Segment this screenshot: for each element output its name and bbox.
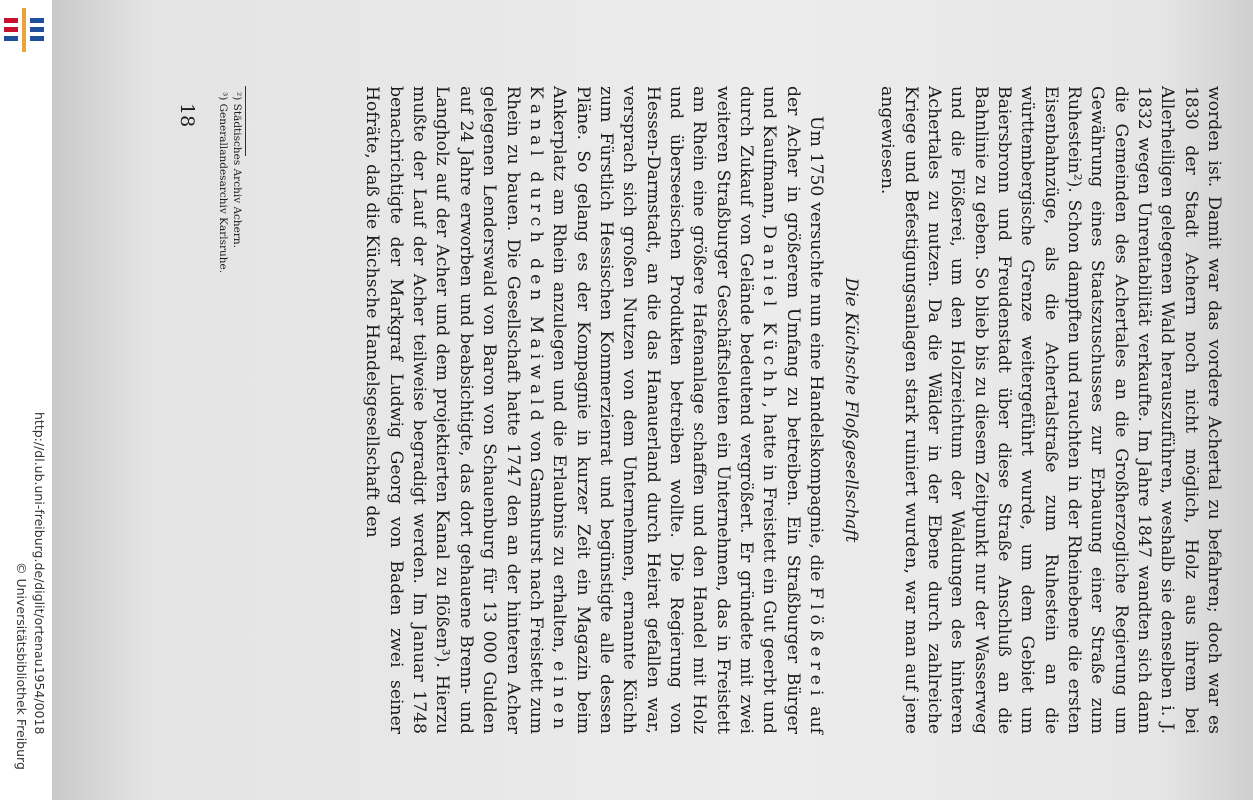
copyright-notice: © Universitätsbibliothek Freiburg — [14, 562, 29, 770]
paragraph-main — [360, 86, 827, 734]
section-heading: Die Küchsche Floßgesellschaft — [841, 277, 861, 543]
sidebar — [0, 0, 52, 800]
paragraph-text: auf der Acher in größerem Umfang zu betreiben. Ein Straßburger Bürger und Kaufmann, — [759, 86, 826, 734]
paragraph-continuation: worden ist. Damit war das vordere Achertal zu befahren; doch war es 1830 der Stadt Achern noch nicht möglich, Holz aus ihrem bei Allerheiligen gelegenen Wald herauszuführen, weshalb sie denselben i. J. 1832 wegen Unrentabilität verkaufte. Im Jahre 1847 wandten sich dann die Gemeinden des Achertales an die Großherzogliche Regierung um Gewährung eines Staatszuschusses zur Erbauung einer Straße zum Ruhestein²). Schon dampften und rauchten in der Rheinebene die ersten Eisenbahnzüge, als die Achertalstraße zum Ruhestein an die württembergische Grenze weitergeführt wurde, um dem Gebiet um Baiersbronn und Freudenstadt über diese Straße Anschluß an die Bahnlinie zu geben. So blieb bis zu diesem Zeitpunkt nur der Wasserweg und die Flößerei, um den Holzreichtum der Waldungen des hinteren Achertales zu nutzen. Da die Wälder in der Ebene durch zahlreiche Kriege und Befestigungsanlagen stark ruiniert wurden, war man auf jene angewiesen. — [877, 86, 1224, 734]
emphasis-kanal: einen Kanal durch den Maiwald — [525, 86, 570, 734]
footnote-2: ³) Generallandesarchiv Karlsruhe. — [217, 92, 229, 274]
credit-block — [0, 0, 52, 800]
source-url[interactable]: http://dl.ub.uni-freiburg.de/diglit/ortenau1954/0018 — [32, 412, 47, 735]
footnote-1: ²) Städtisches Archiv Achern. — [231, 92, 243, 249]
paragraph-text: Um 1750 versuchte nun eine Handelskompagnie, die — [806, 116, 826, 588]
emphasis-name: Daniel Küchh — [759, 225, 780, 403]
emphasis-flosserei: Flößerei — [806, 587, 826, 701]
paragraph-text: , hatte in Freistett ein Gut geerbt und durch Zukauf von Gelände bedeutend vergrößert. Er gründete mit zwei weiteren Straßburger Geschäftsleuten ein Unternehmen, das in Freistett am Rhein eine größere Hafenanlage schaffen und den Handel mit Holz und überseeischen Produkten betreiben wollte. Die Regierung von Hessen-Darmstadt, an die das Hanauerland durch Heirat gefallen war, versprach sich großen Nutzen von dem Unternehmen, ernannte Küchh zum Fürstlich Hessischen Kommerzienrat und begünstigte alle dessen Pläne. So gelang es der Kompagnie in kurzer Zeit ein Magazin beim Ankerplatz am Rhein anzulegen und die Erlaubnis zu erhalten, — [549, 86, 780, 734]
footnote-divider — [245, 86, 246, 156]
page-number: 18 — [176, 103, 198, 128]
paragraph-text: von Gamshurst nach Freistett zum Rhein zu bauen. Die Gesellschaft hatte 1747 den an der hinteren Acher gelegenen Lenderswald von Baron von Schauenburg für 13 000 Gulden auf 24 Jahre erworben und beabsichtigte, das dort gehauene Brenn- und Langholz auf der Acher und dem projektierten Kanal zu flößen³). Hierzu mußte der Lauf der Acher teilweise begradigt werden. Im Januar 1748 benachrichtigte der Markgraf Ludwig Georg von Baden zwei seiner Hofräte, daß die Küchsche Handelsgesellschaft den — [362, 86, 546, 734]
page-content — [52, 0, 1253, 800]
